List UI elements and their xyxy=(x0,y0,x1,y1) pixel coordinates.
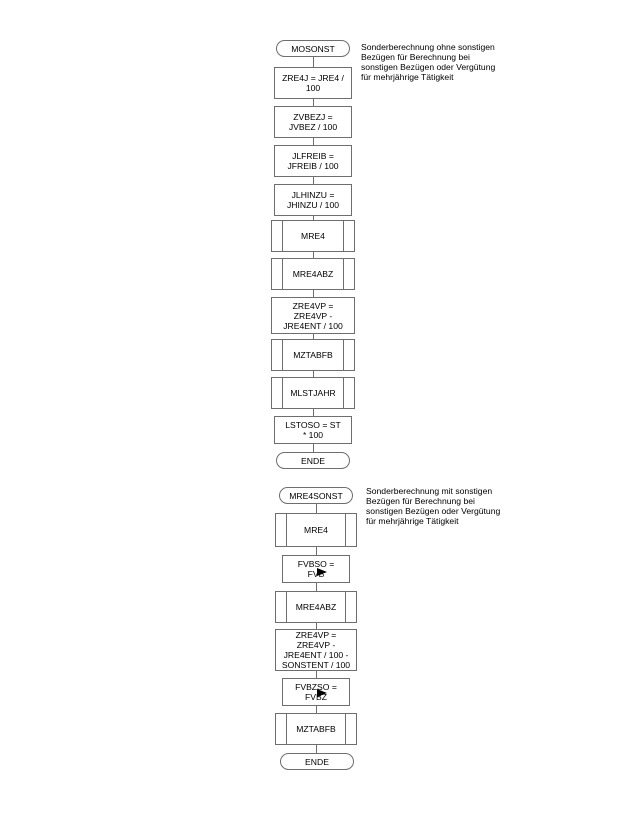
process-fvbso-text: FVBSO = FVB xyxy=(297,559,335,579)
process-fvbzso xyxy=(282,678,350,706)
arrow-right-icon xyxy=(317,568,327,576)
subroutine-mre4: MRE4 xyxy=(275,513,357,547)
subroutine-mztabfb: MZTABFB xyxy=(271,339,355,371)
process-zre4vp: ZRE4VP = ZRE4VP - JRE4ENT / 100 xyxy=(271,297,355,334)
subroutine-mre4: MRE4 xyxy=(271,220,355,252)
process-fvbzso-text: FVBZSO = FVBZ xyxy=(295,682,337,702)
end-terminal: ENDE xyxy=(276,452,350,469)
subroutine-mlstjahr: MLSTJAHR xyxy=(271,377,355,409)
arrow-right-icon xyxy=(317,689,327,697)
start-terminal-mosonst: MOSONST xyxy=(276,40,350,57)
process-lstoso: LSTOSO = ST * 100 xyxy=(274,416,352,444)
subroutine-mre4abz: MRE4ABZ xyxy=(275,591,357,623)
process-zre4j: ZRE4J = JRE4 / 100 xyxy=(274,67,352,99)
process-jlfreib: JLFREIB = JFREIB / 100 xyxy=(274,145,352,177)
flow2-annotation: Sonderberechnung mit sonstigen Bezügen für Berechnung bei sonstigen Bezügen oder Vergütung für mehrjährige Tätigkeit xyxy=(366,486,501,526)
process-fvbso xyxy=(282,555,350,583)
end-terminal: ENDE xyxy=(280,753,354,770)
flow1-annotation: Sonderberechnung ohne sonstigen Bezügen für Berechnung bei sonstigen Bezügen oder Vergütung für mehrjährige Tätigkeit xyxy=(361,42,496,82)
process-jlhinzu: JLHINZU = JHINZU / 100 xyxy=(274,184,352,216)
subroutine-mztabfb: MZTABFB xyxy=(275,713,357,745)
process-zre4vp: ZRE4VP = ZRE4VP - JRE4ENT / 100 - SONSTENT / 100 xyxy=(275,629,357,671)
process-zvbezj: ZVBEZJ = JVBEZ / 100 xyxy=(274,106,352,138)
start-terminal-mre4sonst: MRE4SONST xyxy=(279,487,353,504)
subroutine-mre4abz: MRE4ABZ xyxy=(271,258,355,290)
